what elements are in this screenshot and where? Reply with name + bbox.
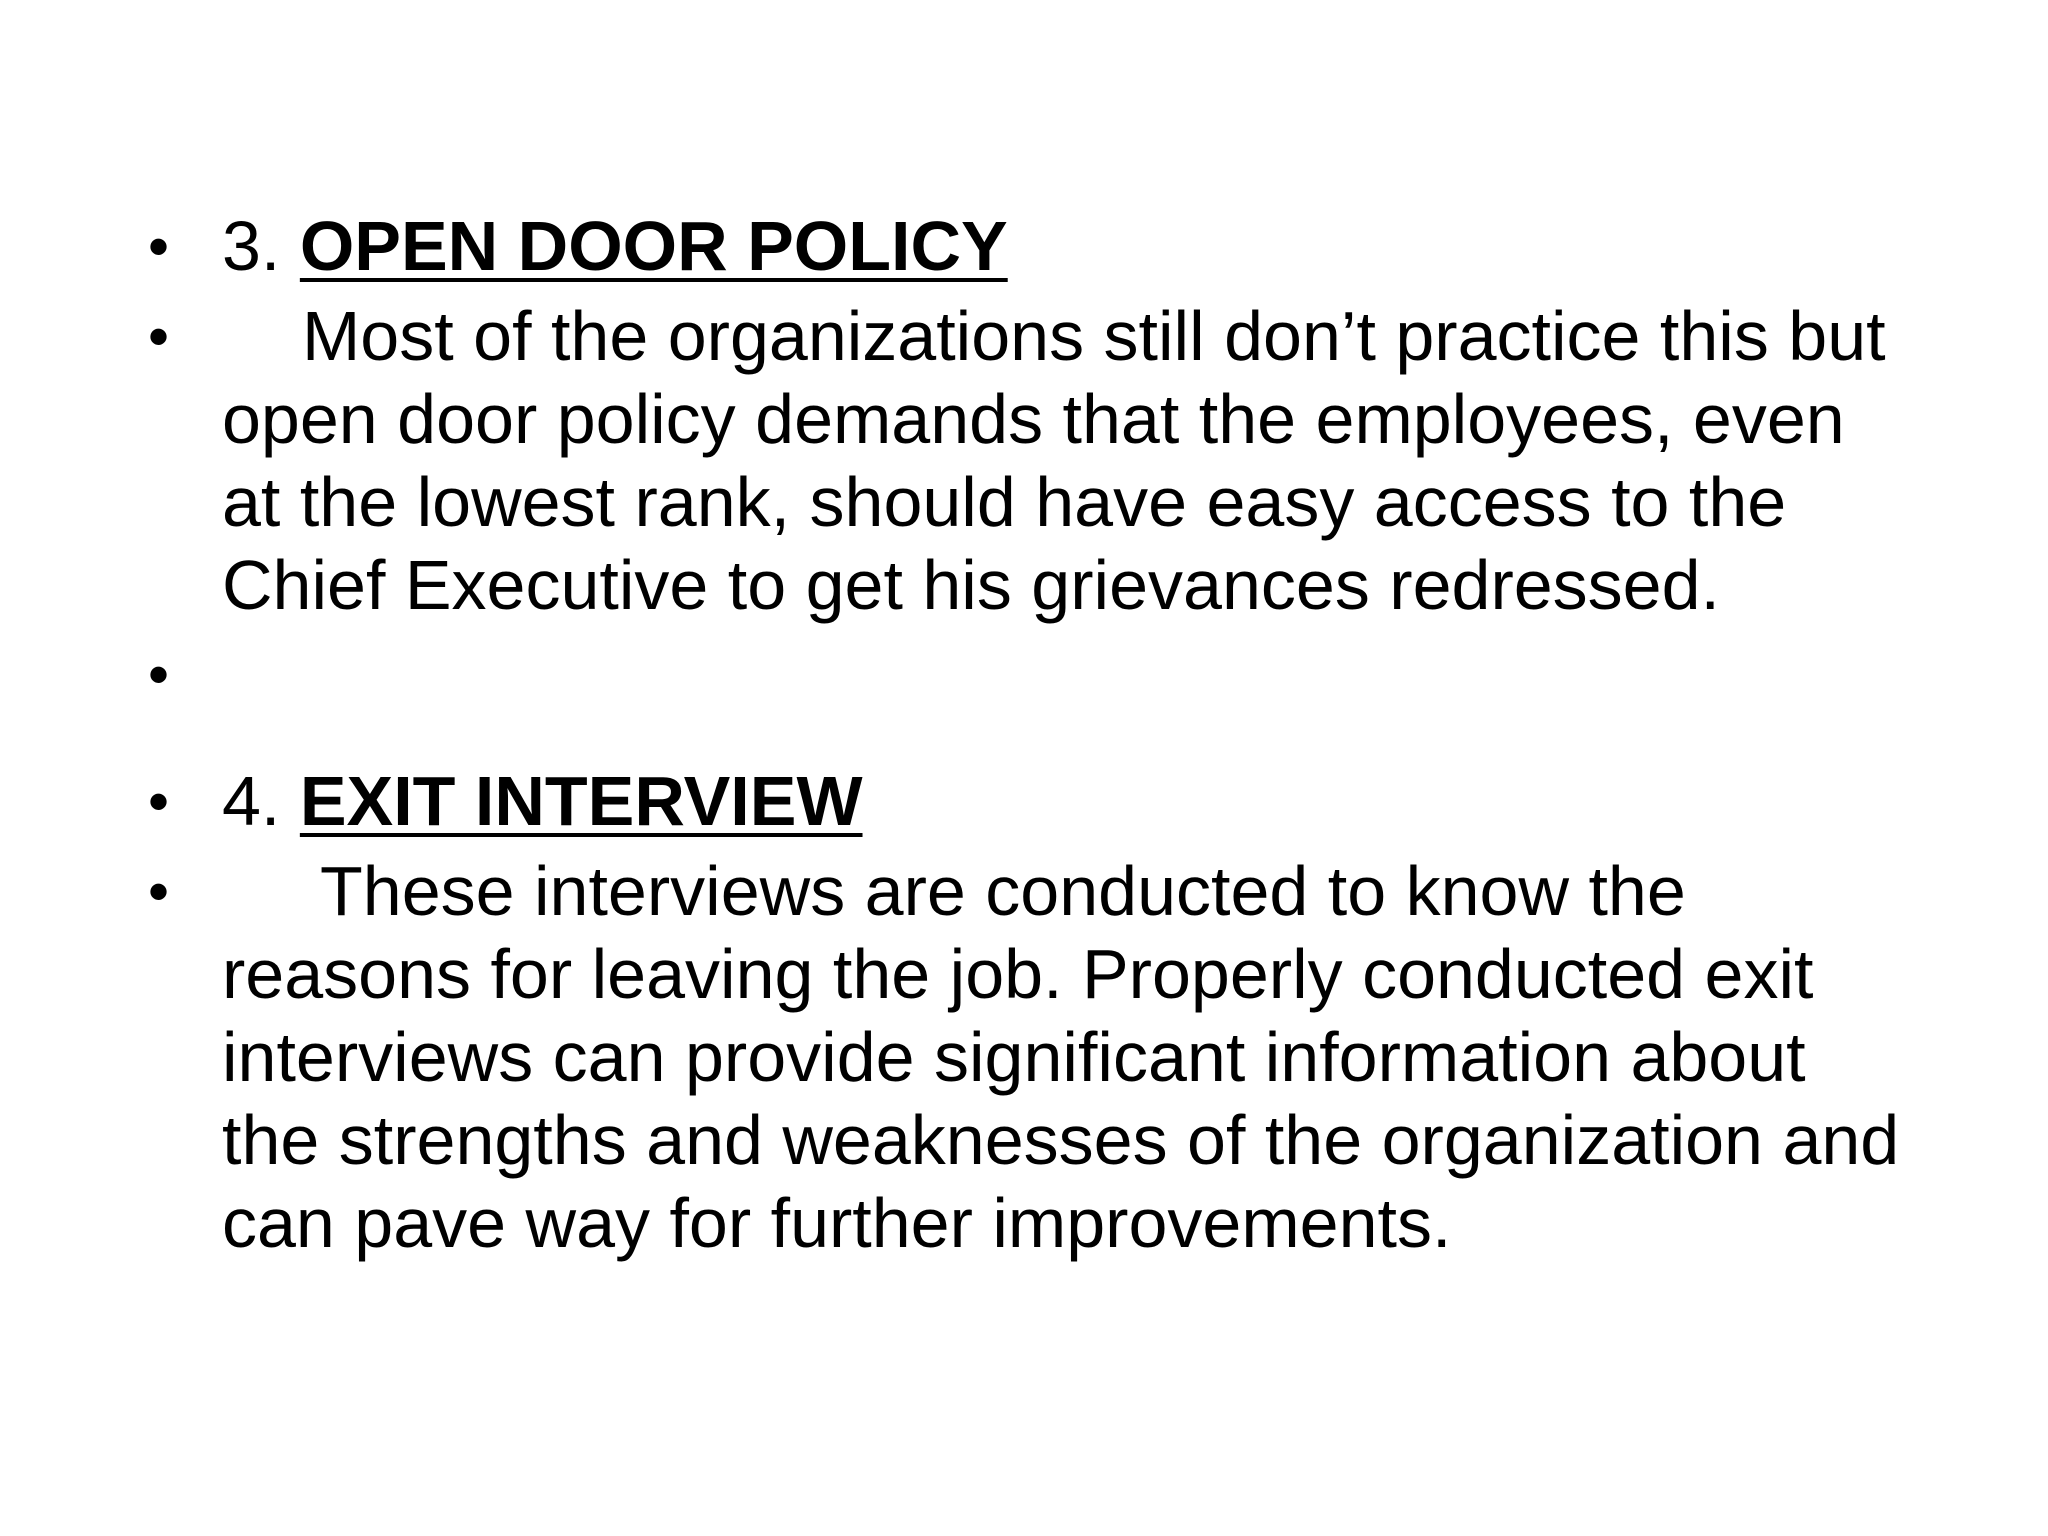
bullet-list: [148, 205, 1908, 1265]
bullet-dot: •: [148, 641, 170, 708]
bullet-item-exit-interview-heading: [148, 760, 1908, 843]
open-door-description: Most of the organizations still don’t practice this but open door policy demands that the employees, even at the lowest rank, should have easy access to the Chief Executive to get his grievances redressed.: [222, 297, 1886, 624]
section-number: 3.: [222, 207, 281, 285]
bullet-dot: •: [148, 768, 170, 835]
bullet-dot: •: [148, 213, 170, 280]
section-title-open-door-policy: OPEN DOOR POLICY: [299, 207, 1008, 285]
bullet-item-empty: [148, 633, 1908, 716]
exit-interview-description: These interviews are conducted to know the reasons for leaving the job. Properly conducted exit interviews can provide significant information about the strengths and weaknesses of the organization and can pave way for further improvements.: [222, 852, 1900, 1262]
section-number: 4.: [222, 762, 281, 840]
bullet-item-exit-interview-body: [148, 850, 1908, 1265]
section-title-exit-interview: EXIT INTERVIEW: [299, 762, 863, 840]
bullet-dot: •: [148, 858, 170, 925]
bullet-item-open-door-body: [148, 295, 1908, 627]
bullet-item-open-door-heading: [148, 205, 1908, 288]
bullet-dot: •: [148, 303, 170, 370]
